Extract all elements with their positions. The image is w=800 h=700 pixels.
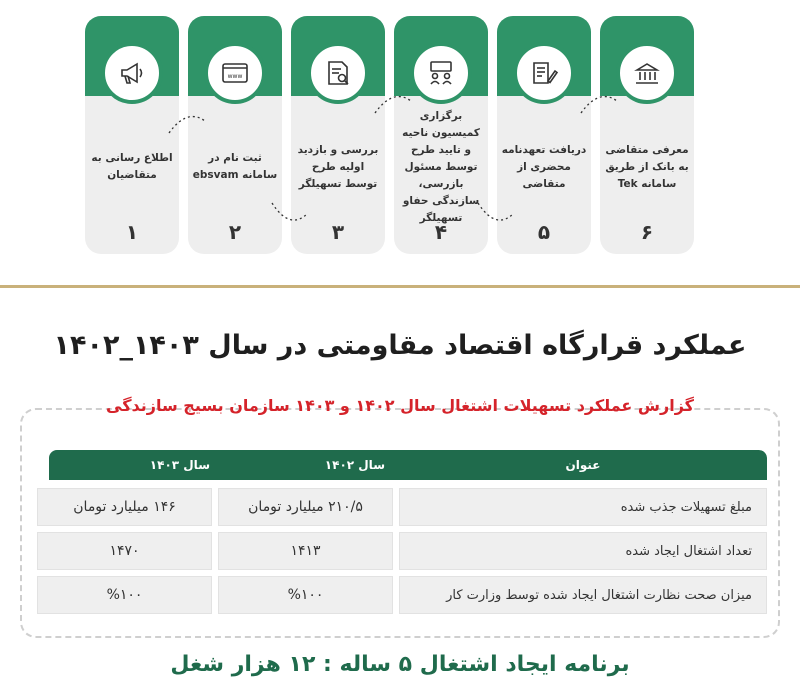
step-label: اطلاع رسانی به متقاضیان: [91, 152, 173, 181]
bank-introduce-icon: [616, 42, 678, 104]
table-row: [35, 488, 767, 526]
step-label: برگزاری کمیسیون ناحیه و تایید طرح توسط مسئول بازرسی، سازندگی حفاو تسهیلگر: [402, 109, 480, 224]
table-header-row: [35, 450, 767, 480]
step-label: بررسی و بازدید اولیه طرح توسط تسهیلگر: [297, 143, 379, 190]
megaphone-icon: [101, 42, 163, 104]
row-value-1403: %۱۰۰: [37, 576, 212, 614]
step-label: دریافت تعهدنامه محضری از متقاضی: [501, 143, 587, 190]
row-title: تعداد اشتغال ایجاد شده: [399, 532, 767, 570]
step-number: ۲: [228, 220, 242, 244]
step-number: ۴: [434, 220, 448, 244]
step-6: [600, 16, 694, 254]
table-row: [35, 532, 767, 570]
row-title: میزان صحت نظارت اشتغال ایجاد شده توسط وزارت کار: [399, 576, 767, 614]
connector-arrow-icon: [167, 103, 207, 143]
table-subtitle: گزارش عملکرد تسهیلات اشتغال سال ۱۴۰۲ و ۱۴۰۳ سازمان بسیج سازندگی: [106, 396, 694, 415]
connector-arrow-icon: [476, 193, 516, 233]
row-value-1403: ۱۴۶ میلیارد تومان: [37, 488, 212, 526]
performance-table: [35, 450, 767, 620]
connector-arrow-icon: [579, 83, 619, 123]
header-year-1403: سال ۱۴۰۳: [49, 450, 224, 480]
step-number: ۱: [125, 220, 139, 244]
table-row: [35, 576, 767, 614]
process-steps: [85, 8, 695, 248]
commission-meeting-icon: [410, 42, 472, 104]
step-4: [394, 16, 488, 254]
step-number: ۵: [537, 220, 551, 244]
section-divider: [0, 285, 800, 288]
page-title: عملکرد قرارگاه اقتصاد مقاومتی در سال ۱۴۰۳_۱۴۰۲: [53, 330, 747, 361]
svg-text:www: www: [227, 73, 243, 80]
contract-pen-icon: [513, 42, 575, 104]
step-label: ثبت نام در سامانه ebsvam: [192, 152, 278, 181]
row-title: مبلغ تسهیلات جذب شده: [399, 488, 767, 526]
footer-program: برنامه ایجاد اشتغال ۵ ساله : ۱۲ هزار شغل: [170, 652, 630, 677]
www-browser-icon: [204, 42, 266, 104]
step-label: معرفی متقاضی به بانک از طریق سامانه Tek: [605, 143, 689, 190]
connector-arrow-icon: [270, 193, 310, 233]
connector-arrow-icon: [373, 83, 413, 123]
header-year-1402: سال ۱۴۰۲: [224, 450, 399, 480]
row-value-1402: ۱۴۱۳: [218, 532, 393, 570]
row-value-1402: %۱۰۰: [218, 576, 393, 614]
row-value-1403: ۱۴۷۰: [37, 532, 212, 570]
step-1: [85, 16, 179, 254]
document-search-icon: [307, 42, 369, 104]
step-number: ۳: [331, 220, 345, 244]
row-value-1402: ۲۱۰/۵ میلیارد تومان: [218, 488, 393, 526]
step-number: ۶: [640, 220, 654, 244]
header-title: عنوان: [399, 450, 767, 480]
